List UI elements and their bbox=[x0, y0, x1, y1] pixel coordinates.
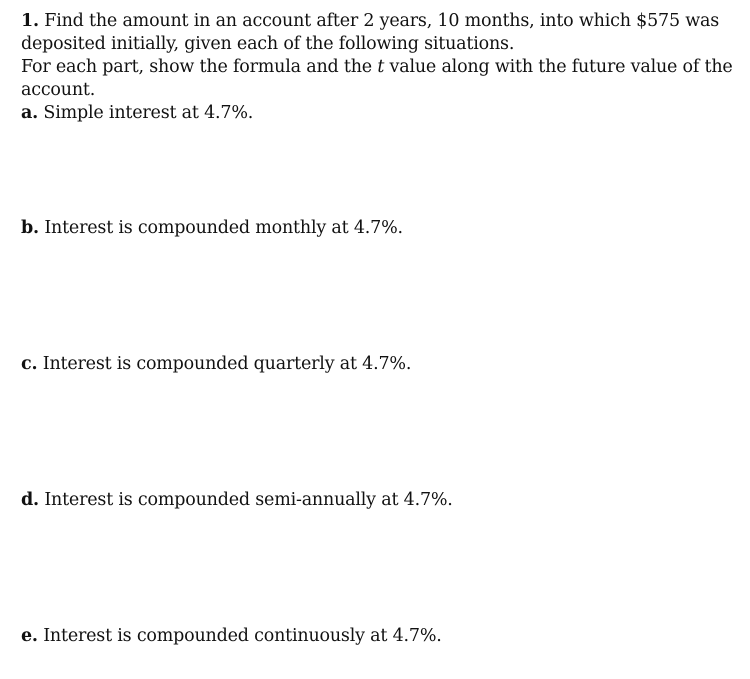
part-c-letter: c. bbox=[21, 354, 38, 374]
part-e-letter: e. bbox=[21, 626, 38, 646]
problem-text-line-3a: For each part, show the formula and the bbox=[21, 57, 378, 77]
part-b-letter: b. bbox=[21, 218, 39, 238]
part-a-letter: a. bbox=[21, 103, 39, 123]
part-d-text: Interest is compounded semi-annually at 4.7%. bbox=[44, 490, 453, 510]
part-a-text: Simple interest at 4.7%. bbox=[43, 103, 254, 123]
problem-line-3 bbox=[21, 56, 741, 79]
variable-t: t bbox=[377, 57, 385, 77]
problem-number: 1. bbox=[21, 11, 39, 31]
part-e bbox=[21, 625, 442, 648]
part-d bbox=[21, 489, 453, 512]
part-b bbox=[21, 217, 403, 240]
problem-text-line-3b: value along with the future value of the bbox=[384, 57, 733, 77]
part-e-text: Interest is compounded continuously at 4.7%. bbox=[43, 626, 442, 646]
part-d-letter: d. bbox=[21, 490, 39, 510]
problem-text-line-4: account. bbox=[21, 80, 96, 100]
part-c bbox=[21, 353, 411, 376]
problem-line-1 bbox=[21, 10, 741, 33]
problem-text-line-1: Find the amount in an account after 2 years, 10 months, into which $575 was bbox=[44, 11, 720, 31]
part-c-text: Interest is compounded quarterly at 4.7%. bbox=[42, 354, 412, 374]
part-b-text: Interest is compounded monthly at 4.7%. bbox=[44, 218, 403, 238]
problem-statement bbox=[21, 10, 741, 125]
part-a bbox=[21, 102, 741, 125]
problem-text-line-2: deposited initially, given each of the following situations. bbox=[21, 34, 515, 54]
